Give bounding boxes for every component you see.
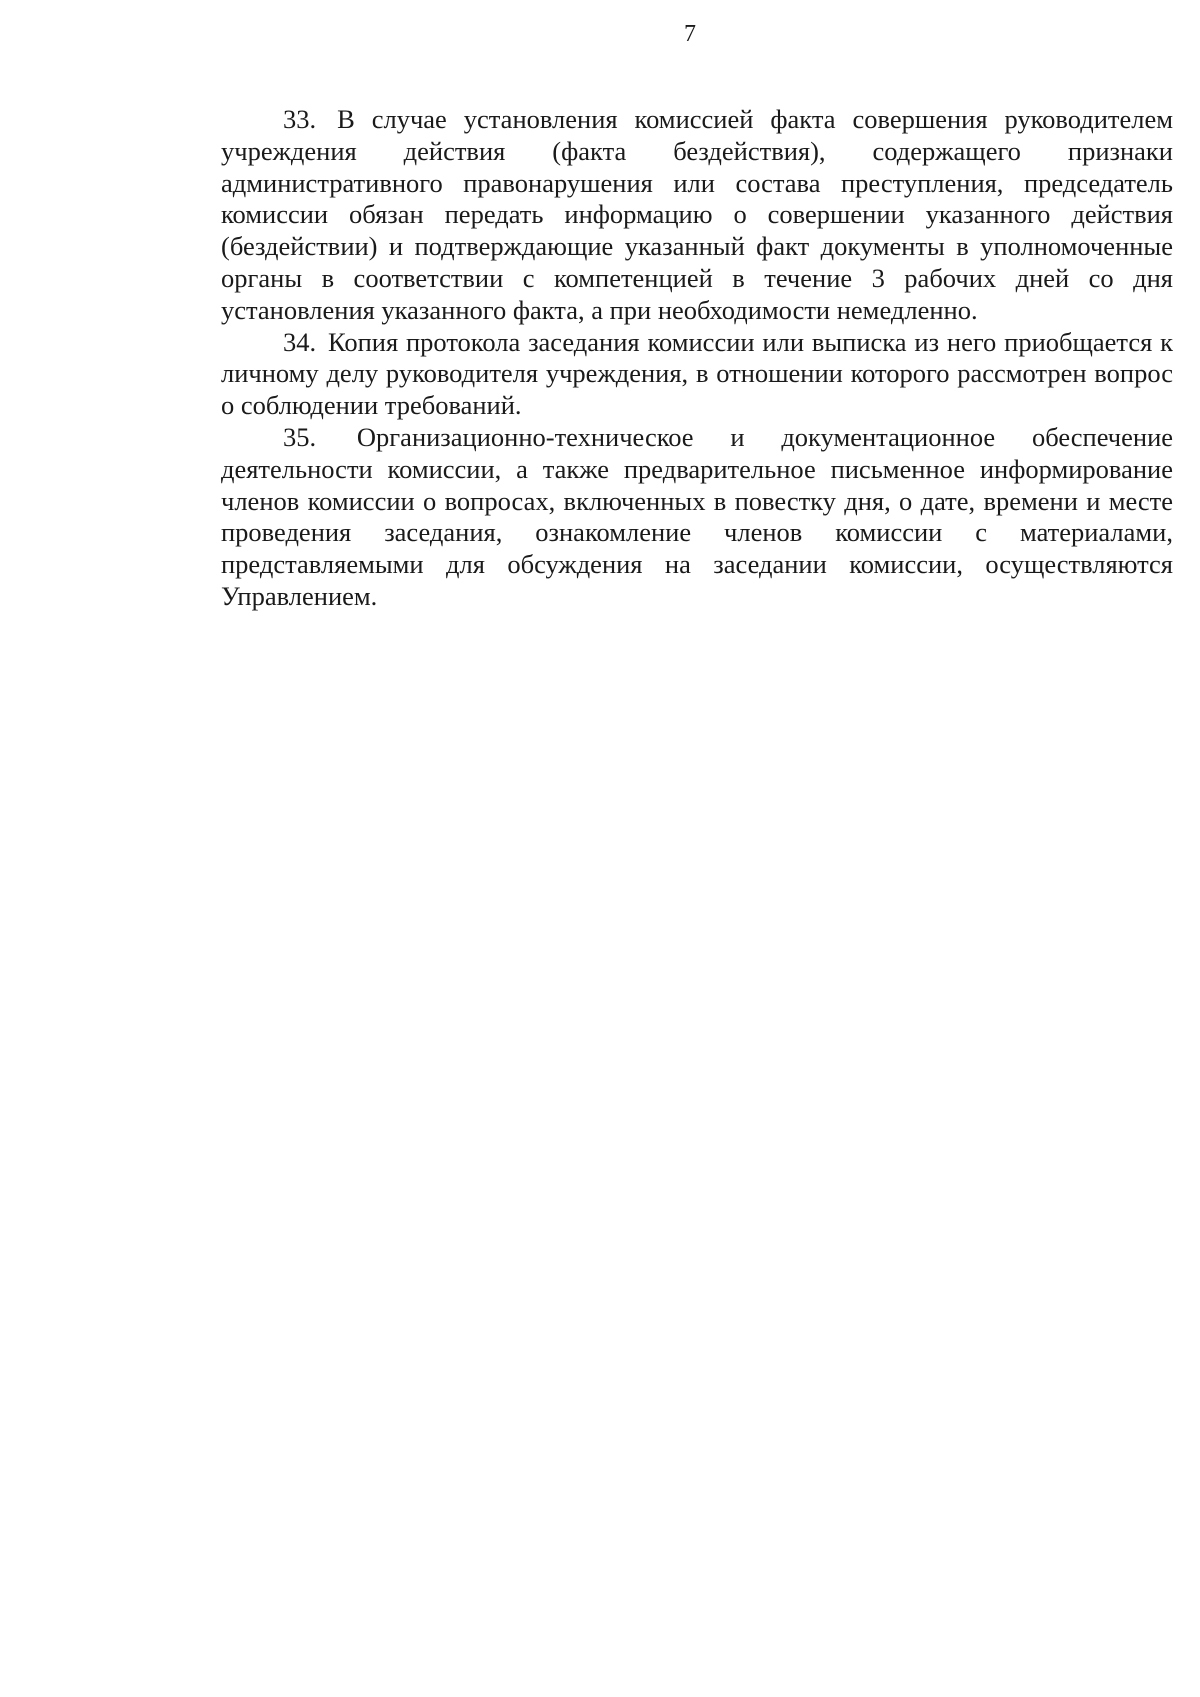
document-body <box>221 104 1173 613</box>
paragraph-number: 33. <box>283 104 317 134</box>
paragraph-33 <box>221 104 1173 327</box>
paragraph-34 <box>221 327 1173 422</box>
paragraph-35 <box>221 422 1173 613</box>
paragraph-number: 34. <box>283 326 317 357</box>
paragraph-text: Организационно-техническое и документационное обеспечение деятельности комиссии, а также предварительное письменное информирование членов комиссии о вопросах, включенных в повестку дня, о дате, времени и месте проведения заседания, ознакомление членов комиссии с материалами, представляемыми для обсуждения на заседании комиссии, осуществляются Управлением. <box>221 421 1174 611</box>
paragraph-text: В случае установления комиссией факта совершения руководителем учреждения действия (факта бездействия), содержащего признаки административного правонарушения или состава преступления, председатель комиссии обязан передать информацию о совершении указанного действия (бездействии) и подтверждающие указанный факт документы в уполномоченные органы в соответствии с компетенцией в течение 3 рабочих дней со дня установления указанного факта, а при необходимости немедленно. <box>221 104 1174 325</box>
paragraph-number: 35. <box>283 421 317 452</box>
paragraph-text: Копия протокола заседания комиссии или выписка из него приобщается к личному делу руководителя учреждения, в отношении которого рассмотрен вопрос о соблюдении требований. <box>221 326 1173 421</box>
page-number: 7 <box>684 21 696 47</box>
